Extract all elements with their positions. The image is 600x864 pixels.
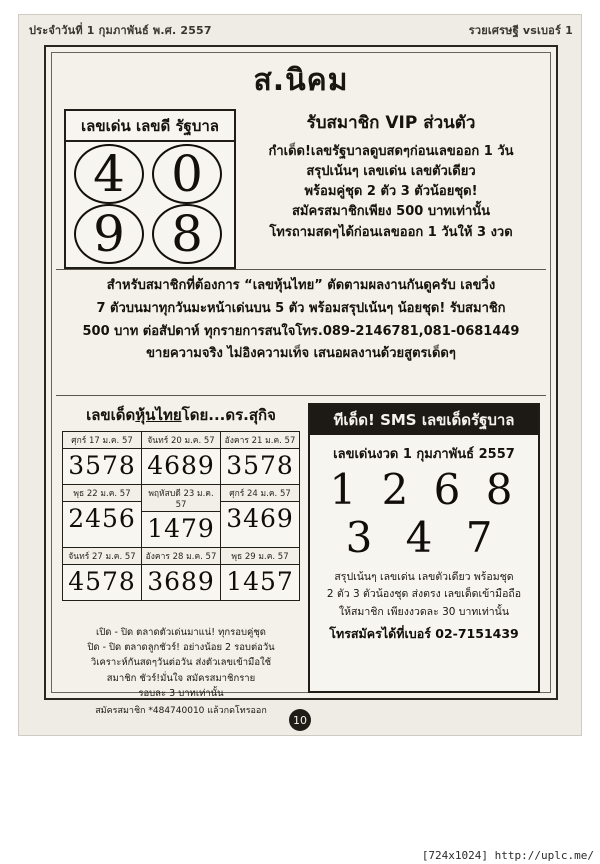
table-cell: [221, 548, 300, 601]
divider-upper: [56, 269, 546, 270]
table-cell: [63, 485, 142, 548]
results-table: [62, 431, 300, 601]
result-number: 1457: [226, 567, 294, 596]
vip-ad-line: สมัครสมาชิกเพียง 500 บาทเท่านั้น: [291, 204, 491, 220]
sms-phone-row: [310, 622, 538, 644]
result-date: พุธ 22 ม.ค. 57: [63, 485, 141, 502]
result-number: 4578: [68, 567, 136, 596]
market-notes: [62, 625, 300, 718]
page-header: [29, 21, 573, 43]
results-heading-underline: หุ้นไทย: [135, 406, 182, 424]
results-heading-prefix: เลขเด็ด: [86, 406, 136, 424]
table-row: [63, 548, 300, 601]
sms-description: [310, 563, 538, 623]
note-line: เปิด - ปิด ตลาดตัวเด่นมาแน่! ทุกรอบคู่ชุด: [96, 627, 266, 638]
featured-digit-value: 0: [152, 144, 222, 204]
featured-digit: [150, 204, 224, 264]
featured-digit-grid: [66, 142, 234, 268]
note-line: รอบละ 3 บาทเท่านั้น: [138, 687, 224, 699]
result-number: 3578: [226, 451, 294, 480]
header-publication: รวยเศรษฐี vsเบอร์ 1: [468, 24, 573, 37]
table-cell: [221, 485, 300, 548]
result-number: 1479: [147, 514, 215, 543]
featured-digit: [150, 144, 224, 204]
table-row: [63, 485, 300, 548]
table-cell: [63, 432, 142, 485]
header-date: ประจำวันที่ 1 กุมภาพันธ์ พ.ศ. 2557: [29, 24, 212, 37]
divider-lower: [56, 395, 546, 396]
sms-number-row: 1 2 6 8: [329, 465, 519, 514]
table-cell: [142, 485, 221, 548]
vip-ad-heading: รับสมาชิก VIP ส่วนตัว: [306, 113, 476, 133]
mid-text-line: สำหรับสมาชิกที่ต้องการ “เลขหุ้นไทย” ตัดตามผลงานกันดูครับ เลขวิ่ง: [106, 278, 496, 293]
result-date: อังคาร 28 ม.ค. 57: [142, 548, 220, 565]
result-number: 3578: [68, 451, 136, 480]
results-table-heading: [62, 403, 300, 427]
featured-digit: [72, 204, 146, 264]
sms-service-box: [308, 403, 540, 693]
result-number: 3469: [226, 504, 294, 533]
mid-text-line: ขายความจริง ไม่อิงความเท็จ เสนอผลงานด้วยสูตรเด็ดๆ: [146, 346, 456, 362]
featured-digit-value: 8: [152, 204, 222, 264]
result-date: ศุกร์ 24 ม.ค. 57: [221, 485, 299, 502]
table-row: [63, 432, 300, 485]
sms-phone-number: 02-7151439: [435, 626, 519, 642]
result-date: พฤหัสบดี 23 ม.ค. 57: [142, 485, 220, 512]
featured-numbers-title: เลขเด่น เลขดี รัฐบาล: [66, 111, 234, 142]
poster-title: ส.นิคม: [253, 63, 349, 98]
result-date: จันทร์ 27 ม.ค. 57: [63, 548, 141, 565]
featured-numbers-box: [64, 109, 236, 269]
sms-draw-date: เลขเด่นงวด 1 กุมภาพันธ์ 2557: [333, 447, 515, 462]
featured-digit: [72, 144, 146, 204]
sms-box-title: ทีเด็ด! SMS เลขเด็ดรัฐบาล: [310, 405, 538, 435]
watermark-text: [724x1024] http://uplc.me/: [421, 849, 594, 862]
sms-phone-label: โทรสมัครได้ที่เบอร์: [329, 626, 431, 642]
sms-description-line: 2 ตัว 3 ตัวน้องชุด ส่งตรง เลขเด็ดเข้ามือถือ: [326, 588, 522, 601]
vip-membership-ad: [242, 109, 540, 243]
result-date: อังคาร 21 ม.ค. 57: [221, 432, 299, 449]
past-results-section: [62, 403, 300, 601]
table-cell: [142, 548, 221, 601]
table-cell: [142, 432, 221, 485]
result-number: 2456: [68, 504, 136, 533]
mid-text-line: 7 ตัวบนมาทุกวันมะหน้าเด่นบน 5 ตัว พร้อมสรุปเน้นๆ น้อยชุด! รับสมาชิก: [96, 300, 506, 316]
note-line: วิเคราะห์กันสดๆวันต่อวัน ส่งตัวเลขเข้ามือใช้: [90, 657, 272, 669]
result-date: จันทร์ 20 ม.ค. 57: [142, 432, 220, 449]
vip-ad-line: พร้อมคู่ชุด 2 ตัว 3 ตัวน้อยชุด!: [304, 184, 478, 200]
table-cell: [63, 548, 142, 601]
scanned-newspaper-page: [18, 14, 582, 736]
vip-ad-line: กำเด็ด!เลขรัฐบาลดูบสดๆก่อนเลขออก 1 วัน: [268, 144, 514, 159]
result-number: 4689: [147, 451, 215, 480]
mid-text-line: 500 บาท ต่อสัปดาห์ ทุกรายการสนใจโทร.089-2146781,081-0681449: [82, 323, 520, 339]
results-heading-suffix: โดย...ดร.สุกิจ: [181, 406, 276, 424]
result-date: ศุกร์ 17 ม.ค. 57: [63, 432, 141, 449]
result-date: พุธ 29 ม.ค. 57: [221, 548, 299, 565]
vip-ad-line: สรุปเน้นๆ เลขเด่น เลขตัวเดียว: [306, 164, 476, 180]
sms-description-line: สรุปเน้นๆ เลขเด่น เลขตัวเดียว พร้อมชุด: [334, 570, 514, 583]
featured-digit-value: 9: [74, 204, 144, 264]
note-subscribe-code: สมัครสมาชิก *484740010 แล้วกดโทรออก: [95, 705, 267, 716]
note-line: ปิด - ปิด ตลาดลูกชัวร์! อย่างน้อย 2 รอบต่อวัน: [87, 642, 275, 654]
vip-ad-line: โทรถามสดๆได้ก่อนเลขออก 1 วันให้ 3 งวด: [269, 224, 513, 240]
sms-number-row: 3 4 7: [345, 513, 503, 563]
thai-stock-membership-text: [62, 275, 540, 366]
note-line: สมาชิก ชัวร์!มั่นใจ สมัครสมาชิกราย: [106, 672, 256, 684]
table-cell: [221, 432, 300, 485]
sms-description-line: ให้สมาชิก เพียงงวดละ 30 บาทเท่านั้น: [338, 606, 510, 619]
featured-digit-value: 4: [74, 144, 144, 204]
result-number: 3689: [147, 567, 215, 596]
page-number-badge: 10: [289, 709, 311, 731]
lottery-poster: [44, 45, 558, 716]
